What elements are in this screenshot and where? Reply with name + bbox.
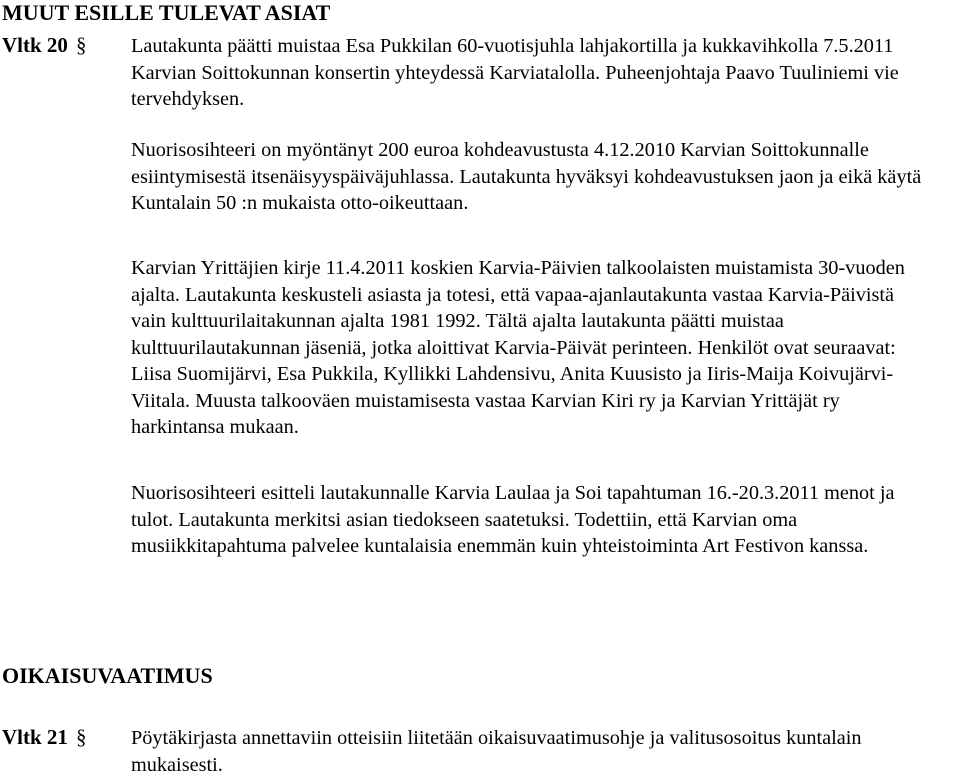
item-number: Vltk 20 [2,33,68,57]
section-sign-icon: § [75,725,87,749]
paragraph-kohdeavustus: Nuorisosihteeri on myöntänyt 200 euroa kohdeavustusta 4.12.2010 Karvian Soittokunnalle esiintymisestä itsenäisyyspäiväjuhlassa. Lautakunta hyväksyi kohdeavustuksen jaon ja eikä käytä Kuntalain 50 :n mukaista otto-oikeuttaan. [131,139,922,214]
section-heading-muut-asiat: MUUT ESILLE TULEVAT ASIAT [2,0,331,25]
paragraph-karvia-laulaa: Nuorisosihteeri esitteli lautakunnalle Karvia Laulaa ja Soi tapahtuman 16.-20.3.2011 menot ja tulot. Lautakunta merkitsi asian tiedokseen saatetuksi. Todettiin, että Karvian oma musiikkitapahtuma palvelee kuntalaisia enemmän kuin yhteistoiminta Art Festivon kanssa. [131,482,895,557]
section-heading-oikaisuvaatimus: OIKAISUVAATIMUS [2,663,213,688]
item-number: Vltk 21 [2,725,68,749]
section-sign-icon: § [75,33,87,57]
paragraph-esa-pukkila: Lautakunta päätti muistaa Esa Pukkilan 60-vuotisjuhla lahjakortilla ja kukkavihkolla 7.5.2011 Karvian Soittokunnan konsertin yhteydessä Karviatalolla. Puheenjohtaja Paavo Tuuliniemi vie tervehdyksen. [131,35,899,110]
item-label-vltk-20 [2,32,86,58]
paragraph-yrittajien-kirje: Karvian Yrittäjien kirje 11.4.2011 koskien Karvia-Päivien talkoolaisten muistamista 30-vuoden ajalta. Lautakunta keskusteli asiasta ja totesi, että vapaa-ajanlautakunta vastaa Karvia-Päivistä vain kulttuurilaitakunnan ajalta 1981 1992. Tältä ajalta lautakunta päätti muistaa kulttuurilautakunnan jäseniä, jotka aloittivat Karvia-Päivät perinteen. Henkilöt ovat seuraavat: Liisa Suomijärvi, Esa Pukkila, Kyllikki Lahdensivu, Anita Kuusisto ja Iiris-Maija Koivujärvi-Viitala. Muusta talkooväen muistamisesta vastaa Karvian Kiri ry ja Karvian Yrittäjät ry harkintansa mukaan. [131,257,905,438]
paragraph-oikaisuvaatimusohje: Pöytäkirjasta annettaviin otteisiin liitetään oikaisuvaatimusohje ja valitusosoitus kuntalain mukaisesti. [131,727,862,776]
item-label-vltk-21 [2,724,86,750]
